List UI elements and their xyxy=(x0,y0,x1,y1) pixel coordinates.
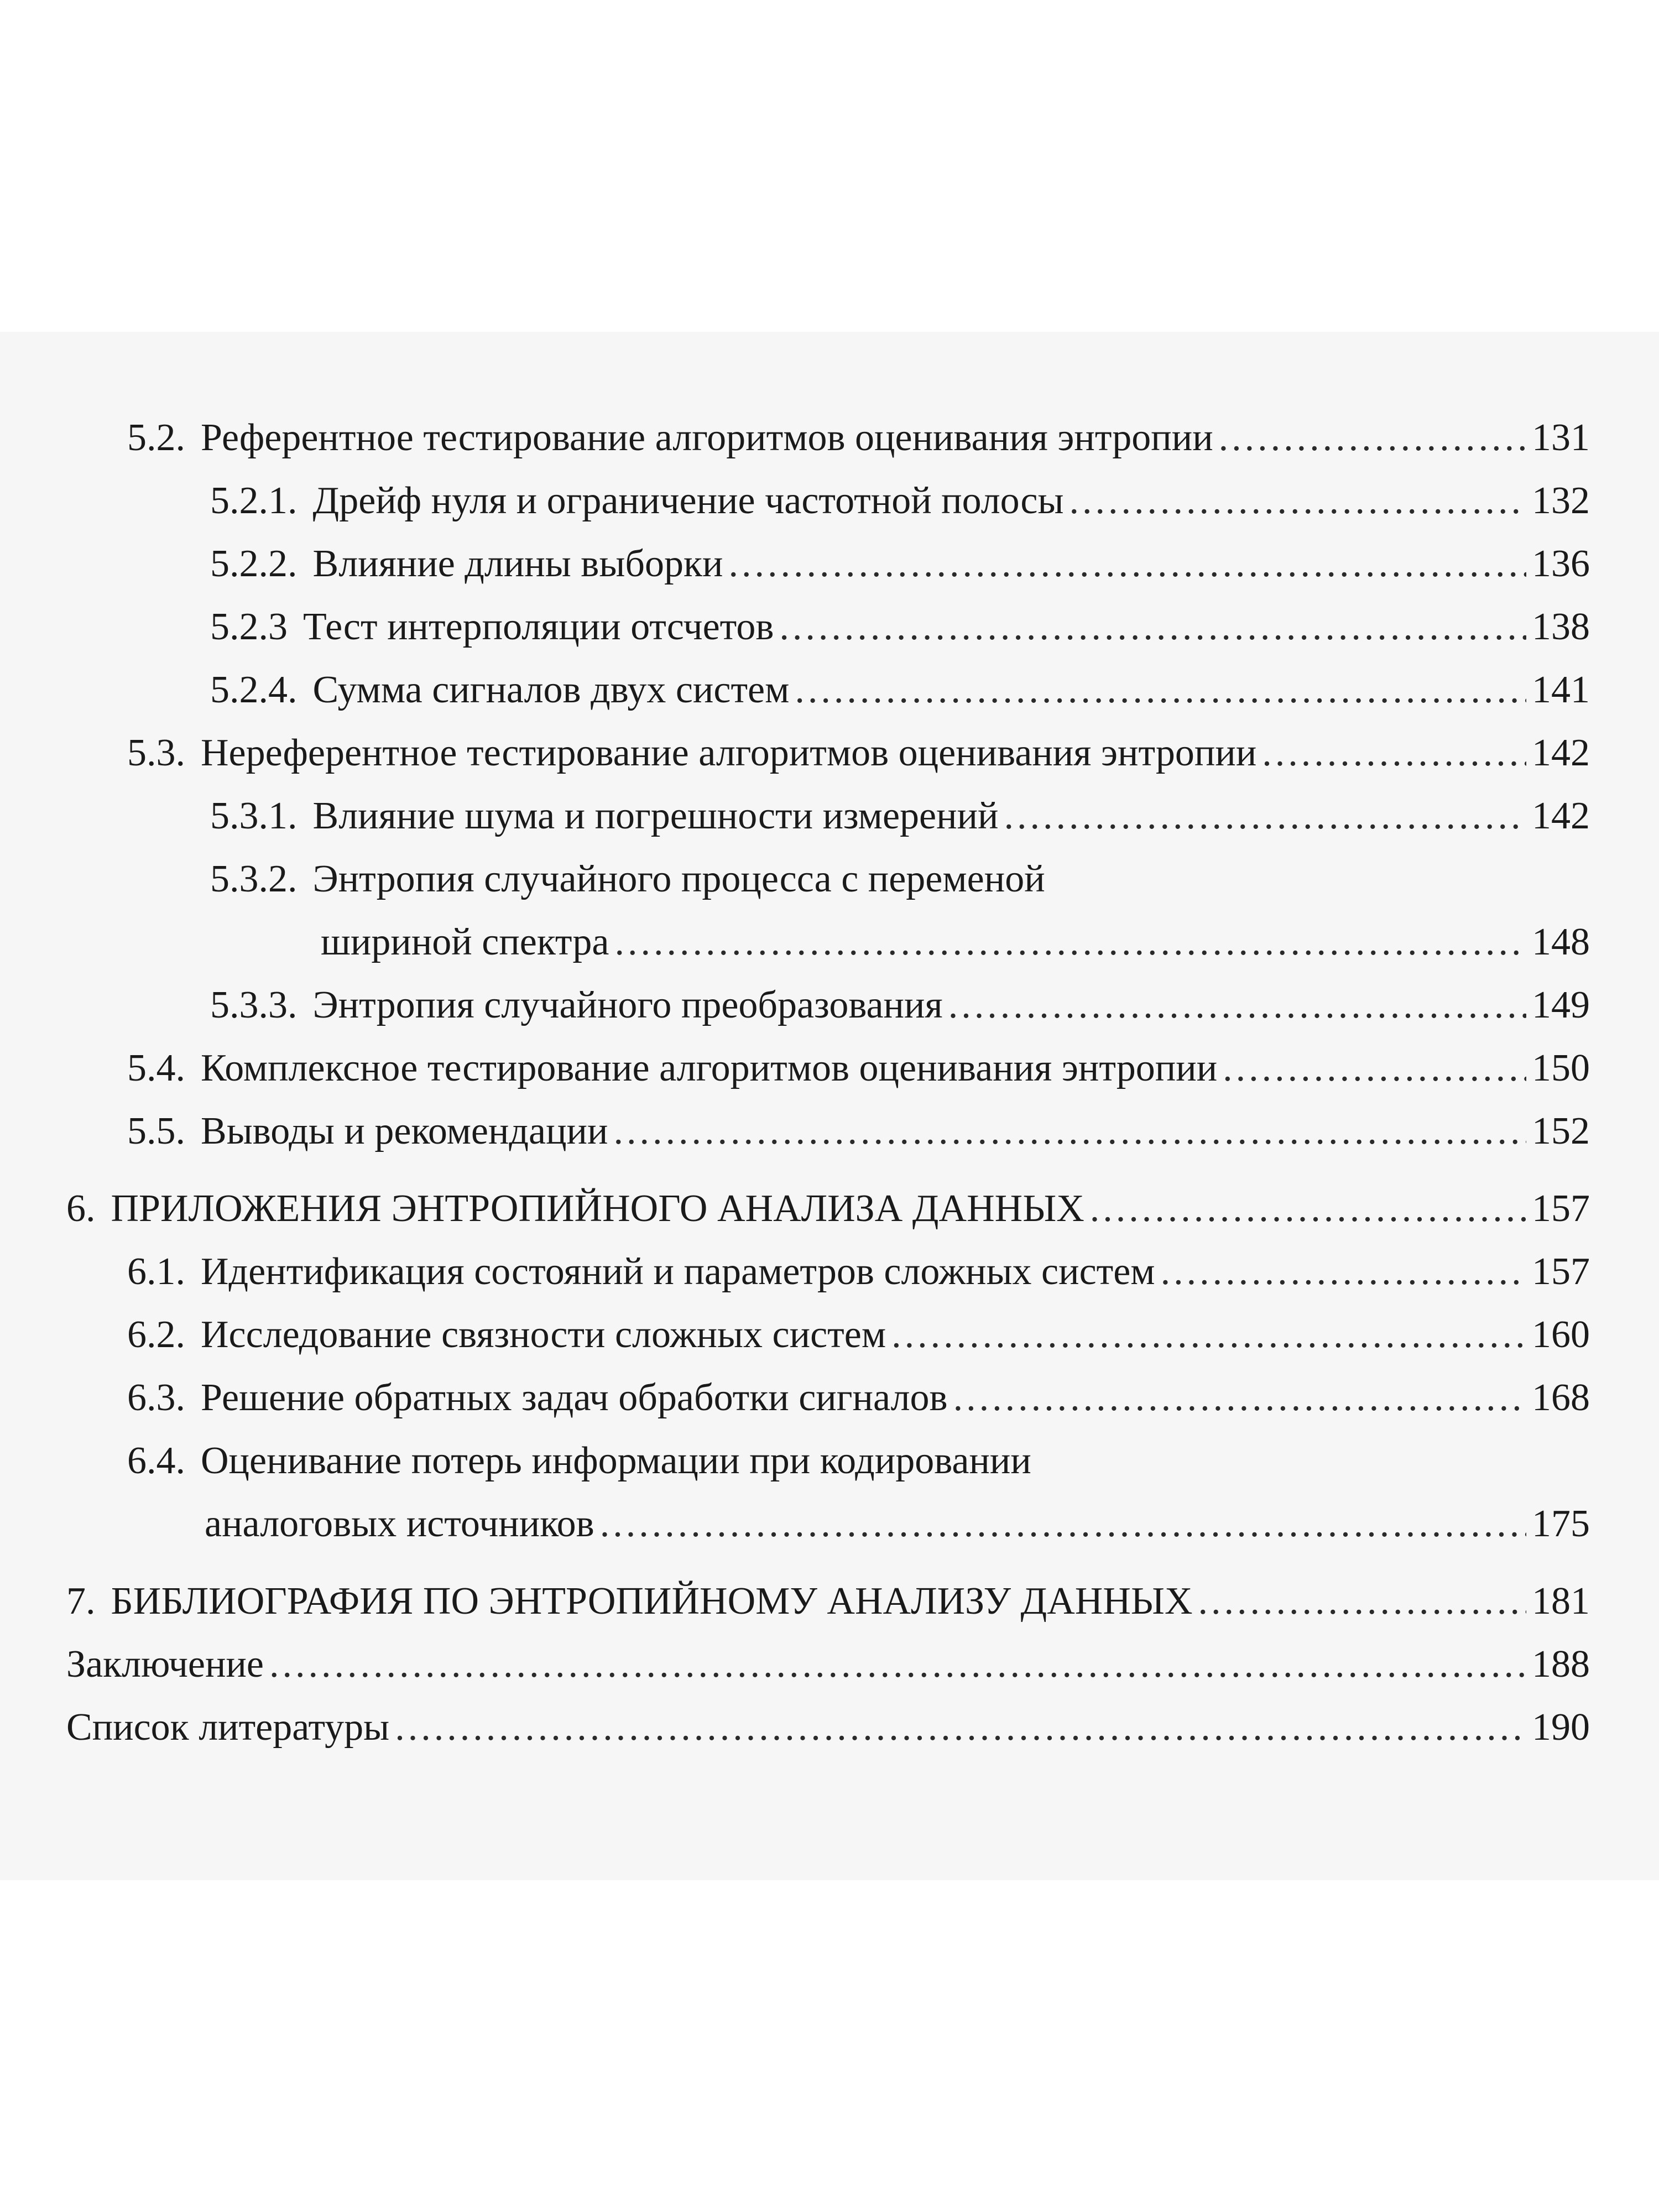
toc-entry-5-2-3 xyxy=(66,596,1590,659)
toc-title: Тест интерполяции отсчетов xyxy=(303,606,774,648)
dot-leader xyxy=(395,1696,1526,1759)
toc-title: Дрейф нуля и ограничение частотной полосы xyxy=(312,479,1064,522)
toc-number: 6. xyxy=(66,1187,96,1230)
toc-number: 5.3.1. xyxy=(210,795,298,837)
dot-leader xyxy=(1219,406,1526,469)
toc-entry-5-4 xyxy=(66,1037,1590,1100)
toc-page-number: 190 xyxy=(1532,1706,1590,1749)
toc-number: 5.2.2. xyxy=(210,542,298,585)
toc-entry-5-3-2 xyxy=(66,848,1590,911)
toc-title: Энтропия случайного процесса с переменой xyxy=(312,858,1045,900)
toc-page-number: 152 xyxy=(1532,1110,1590,1152)
toc-title: Список литературы xyxy=(66,1706,390,1749)
dot-leader xyxy=(1198,1570,1526,1633)
dot-leader xyxy=(613,1100,1526,1163)
toc-title: Влияние длины выборки xyxy=(312,542,723,585)
toc-title: Энтропия случайного преобразования xyxy=(312,984,943,1026)
toc-page-number: 136 xyxy=(1532,542,1590,585)
toc-entry-6-1 xyxy=(66,1240,1590,1303)
dot-leader xyxy=(600,1493,1526,1556)
toc-title-continuation: аналоговых источников xyxy=(205,1503,594,1545)
toc-page-number: 142 xyxy=(1532,732,1590,774)
toc-entry-5-3 xyxy=(66,722,1590,785)
dot-leader xyxy=(269,1633,1526,1696)
toc-page-number: 149 xyxy=(1532,984,1590,1026)
toc-entry-7 xyxy=(66,1570,1590,1633)
toc-number: 5.2. xyxy=(127,416,185,459)
toc-number: 5.2.4. xyxy=(210,669,298,711)
toc-page-number: 148 xyxy=(1532,921,1590,963)
toc-title: Решение обратных задач обработки сигналов xyxy=(201,1376,948,1419)
toc-title: БИБЛИОГРАФИЯ ПО ЭНТРОПИЙНОМУ АНАЛИЗУ ДАННЫХ xyxy=(111,1580,1193,1623)
toc-entry-6-2 xyxy=(66,1303,1590,1366)
toc-page-number: 138 xyxy=(1532,606,1590,648)
toc-title: Сумма сигналов двух систем xyxy=(312,669,790,711)
toc-title: Влияние шума и погрешности измерений xyxy=(312,795,999,837)
toc-title: Комплексное тестирование алгоритмов оценивания энтропии xyxy=(201,1047,1218,1089)
toc-entry-5-3-2-continuation xyxy=(66,911,1590,974)
dot-leader xyxy=(728,533,1526,596)
toc-title: ПРИЛОЖЕНИЯ ЭНТРОПИЙНОГО АНАЛИЗА ДАННЫХ xyxy=(111,1187,1084,1230)
toc-page-number: 160 xyxy=(1532,1313,1590,1356)
toc-entry-5-2 xyxy=(66,406,1590,469)
toc-page-number: 150 xyxy=(1532,1047,1590,1089)
toc-number: 5.5. xyxy=(127,1110,185,1152)
toc-entry-references xyxy=(66,1696,1590,1759)
toc-entry-5-3-1 xyxy=(66,785,1590,848)
toc-title-continuation: шириной спектра xyxy=(321,921,609,963)
toc-page-number: 168 xyxy=(1532,1376,1590,1419)
toc-page-number: 157 xyxy=(1532,1250,1590,1293)
toc-page-number: 142 xyxy=(1532,795,1590,837)
dot-leader xyxy=(891,1303,1526,1366)
dot-leader xyxy=(953,1366,1526,1430)
toc-title: Оценивание потерь информации при кодировании xyxy=(201,1439,1031,1482)
toc-page-number: 157 xyxy=(1532,1187,1590,1230)
toc-entry-5-2-1 xyxy=(66,469,1590,533)
toc-page-number: 132 xyxy=(1532,479,1590,522)
toc-number: 7. xyxy=(66,1580,96,1623)
toc-title: Нереферентное тестирование алгоритмов оценивания энтропии xyxy=(201,732,1257,774)
toc-page-number: 131 xyxy=(1532,416,1590,459)
toc-number: 5.3. xyxy=(127,732,185,774)
toc-entry-conclusion xyxy=(66,1633,1590,1696)
table-of-contents xyxy=(66,406,1590,1759)
dot-leader xyxy=(1070,469,1527,533)
toc-title: Референтное тестирование алгоритмов оценивания энтропии xyxy=(201,416,1213,459)
toc-entry-6-3 xyxy=(66,1366,1590,1430)
toc-number: 6.1. xyxy=(127,1250,185,1293)
toc-number: 5.4. xyxy=(127,1047,185,1089)
dot-leader xyxy=(1004,785,1526,848)
toc-entry-5-5 xyxy=(66,1100,1590,1163)
toc-page-number: 181 xyxy=(1532,1580,1590,1623)
dot-leader xyxy=(795,659,1526,722)
toc-title: Выводы и рекомендации xyxy=(201,1110,608,1152)
toc-number: 6.3. xyxy=(127,1376,185,1419)
toc-page-number: 175 xyxy=(1532,1503,1590,1545)
toc-page-number: 188 xyxy=(1532,1643,1590,1686)
dot-leader xyxy=(1262,722,1526,785)
toc-title: Исследование связности сложных систем xyxy=(201,1313,886,1356)
toc-title: Идентификация состояний и параметров сложных систем xyxy=(201,1250,1155,1293)
toc-number: 6.4. xyxy=(127,1439,185,1482)
toc-number: 6.2. xyxy=(127,1313,185,1356)
toc-number: 5.3.2. xyxy=(210,858,298,900)
toc-entry-5-2-4 xyxy=(66,659,1590,722)
toc-page-number: 141 xyxy=(1532,669,1590,711)
toc-number: 5.2.3 xyxy=(210,606,288,648)
toc-number: 5.2.1. xyxy=(210,479,298,522)
toc-entry-5-3-3 xyxy=(66,974,1590,1037)
toc-entry-6-4 xyxy=(66,1430,1590,1493)
dot-leader xyxy=(614,911,1526,974)
toc-entry-6 xyxy=(66,1177,1590,1240)
dot-leader xyxy=(948,974,1526,1037)
toc-number: 5.3.3. xyxy=(210,984,298,1026)
toc-title: Заключение xyxy=(66,1643,264,1686)
toc-entry-5-2-2 xyxy=(66,533,1590,596)
dot-leader xyxy=(1223,1037,1526,1100)
dot-leader xyxy=(1090,1177,1526,1240)
dot-leader xyxy=(1161,1240,1526,1303)
toc-entry-6-4-continuation xyxy=(66,1493,1590,1556)
dot-leader xyxy=(779,596,1526,659)
